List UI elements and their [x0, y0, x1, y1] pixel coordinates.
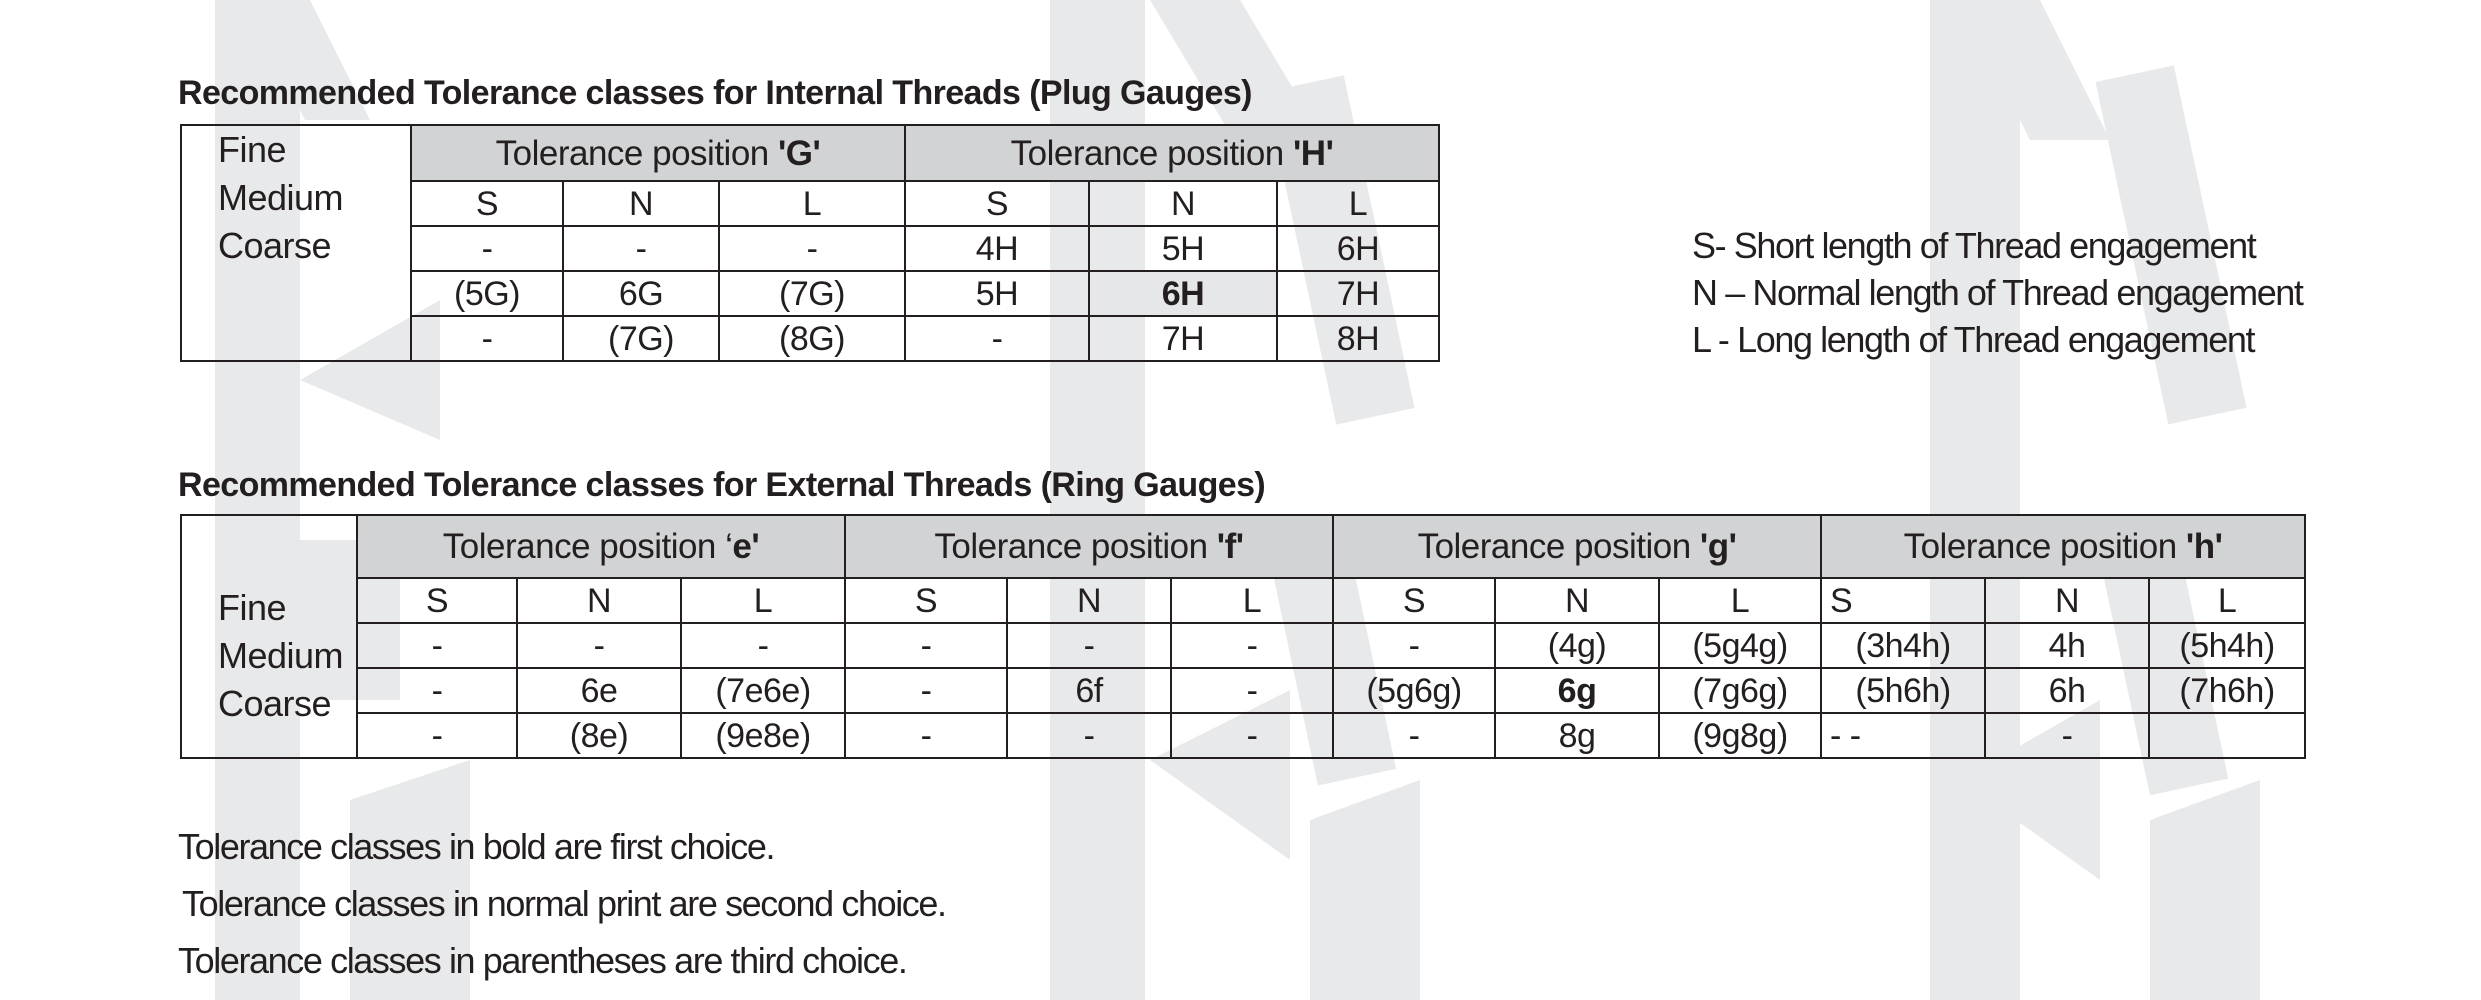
table-row [181, 713, 2305, 758]
table-cell: - [1333, 623, 1495, 668]
group-header-prefix: Tolerance position [1417, 527, 1700, 566]
subheader-cell: L [1659, 578, 1821, 623]
first-choice-cell: 6H [1089, 271, 1277, 316]
table-cell: - [1171, 668, 1333, 713]
table-cell: (5G) [411, 271, 563, 316]
table-cell: (3h4h) [1821, 623, 1985, 668]
table-cell: - [563, 226, 719, 271]
table-cell: (4g) [1495, 623, 1659, 668]
subheader-cell: N [1495, 578, 1659, 623]
external-threads-title: Recommended Tolerance classes for External Threads (Ring Gauges) [178, 466, 1266, 504]
table-cell: 7H [1277, 271, 1439, 316]
subheader-cell: L [681, 578, 845, 623]
row-label-coarse: Coarse [218, 683, 332, 724]
group-header-name: 'g' [1699, 527, 1737, 566]
table-row [181, 623, 2305, 668]
size-labels-cell [181, 515, 357, 758]
table-cell: (5h6h) [1821, 668, 1985, 713]
subheader-cell: L [1277, 181, 1439, 226]
legend-item-long: L - Long length of Thread engagement [1692, 319, 2255, 360]
table-cell: (9g8g) [1659, 713, 1821, 758]
subheader-cell: S [1821, 578, 1985, 623]
subheader-cell: N [1089, 181, 1277, 226]
table-cell: 6H [1277, 226, 1439, 271]
size-labels-cell [181, 125, 411, 361]
table-cell: 4h [1985, 623, 2149, 668]
table-cell: - [1985, 713, 2149, 758]
group-header-G [411, 125, 905, 181]
subheader-cell: L [2149, 578, 2305, 623]
table-cell: (9e8e) [681, 713, 845, 758]
choice-notes [178, 818, 946, 989]
table-cell: 8H [1277, 316, 1439, 361]
note-third-choice: Tolerance classes in parentheses are third choice. [178, 940, 907, 981]
row-label-fine: Fine [218, 129, 287, 170]
group-header-name: 'H' [1292, 133, 1334, 173]
table-cell: - [905, 316, 1089, 361]
legend-item-normal: N – Normal length of Thread engagement [1692, 272, 2303, 313]
group-header-name: 'G' [777, 133, 821, 173]
table-cell: (5g4g) [1659, 623, 1821, 668]
engagement-length-legend [1692, 222, 2303, 363]
table-cell: - [1007, 713, 1171, 758]
table-cell [2149, 713, 2305, 758]
table-cell: - [517, 623, 681, 668]
group-header-name: e' [732, 527, 760, 566]
table-cell: - [845, 668, 1007, 713]
table-cell: - [357, 623, 517, 668]
table-cell: - [357, 713, 517, 758]
table-cell: (7e6e) [681, 668, 845, 713]
table-cell: - [1171, 713, 1333, 758]
table-cell: (7g6g) [1659, 668, 1821, 713]
row-label-coarse: Coarse [218, 225, 332, 266]
table-cell: - [845, 713, 1007, 758]
table-cell: - [1007, 623, 1171, 668]
internal-threads-table [180, 124, 1440, 362]
row-label-medium: Medium [218, 635, 344, 676]
group-header-name: 'h' [2185, 527, 2223, 566]
external-threads-table [180, 514, 2306, 759]
table-cell: 8g [1495, 713, 1659, 758]
row-label-medium: Medium [218, 177, 344, 218]
table-cell: 7H [1089, 316, 1277, 361]
subheader-cell: S [1333, 578, 1495, 623]
table-cell: 5H [905, 271, 1089, 316]
row-label-fine: Fine [218, 587, 287, 628]
table-cell: - - [1821, 713, 1985, 758]
table-cell: (5g6g) [1333, 668, 1495, 713]
table-cell: 4H [905, 226, 1089, 271]
table-cell: 6h [1985, 668, 2149, 713]
table-cell: - [1333, 713, 1495, 758]
subheader-cell: N [1985, 578, 2149, 623]
group-header-H [905, 125, 1439, 181]
subheader-cell: S [845, 578, 1007, 623]
table-cell: (8G) [719, 316, 905, 361]
legend-item-short: S- Short length of Thread engagement [1692, 225, 2256, 266]
internal-threads-title: Recommended Tolerance classes for Internal Threads (Plug Gauges) [178, 74, 1252, 112]
group-header-e [357, 515, 845, 578]
subheader-cell: L [719, 181, 905, 226]
group-header-name: 'f' [1216, 527, 1244, 566]
subheader-cell: L [1171, 578, 1333, 623]
table-cell: - [411, 226, 563, 271]
table-cell: (7G) [719, 271, 905, 316]
subheader-cell: S [905, 181, 1089, 226]
group-header-prefix: Tolerance position [495, 133, 778, 173]
table-cell: 6e [517, 668, 681, 713]
table-cell: - [845, 623, 1007, 668]
subheader-cell: N [1007, 578, 1171, 623]
subheader-cell: N [517, 578, 681, 623]
group-header-prefix: Tolerance position ‘ [442, 527, 733, 566]
table-cell: 6G [563, 271, 719, 316]
note-first-choice: Tolerance classes in bold are first choice. [178, 826, 775, 867]
table-cell: - [1171, 623, 1333, 668]
watermark-logo-3 [1930, 0, 2260, 1000]
table-cell: - [719, 226, 905, 271]
group-header-f [845, 515, 1333, 578]
first-choice-cell: 6g [1495, 668, 1659, 713]
group-header-prefix: Tolerance position [1010, 133, 1293, 173]
group-header-prefix: Tolerance position [934, 527, 1217, 566]
subheader-cell: N [563, 181, 719, 226]
table-cell: (8e) [517, 713, 681, 758]
group-header-h [1821, 515, 2305, 578]
table-cell: - [681, 623, 845, 668]
table-cell: 5H [1089, 226, 1277, 271]
group-header-prefix: Tolerance position [1903, 527, 2186, 566]
table-row [181, 668, 2305, 713]
table-cell: 6f [1007, 668, 1171, 713]
table-cell: - [411, 316, 563, 361]
group-header-g [1333, 515, 1821, 578]
subheader-cell: S [357, 578, 517, 623]
note-second-choice: Tolerance classes in normal print are second choice. [182, 883, 946, 924]
table-cell: (5h4h) [2149, 623, 2305, 668]
subheader-cell: S [411, 181, 563, 226]
subheader-row [181, 578, 2305, 623]
table-cell: (7h6h) [2149, 668, 2305, 713]
table-cell: (7G) [563, 316, 719, 361]
table-cell: - [357, 668, 517, 713]
